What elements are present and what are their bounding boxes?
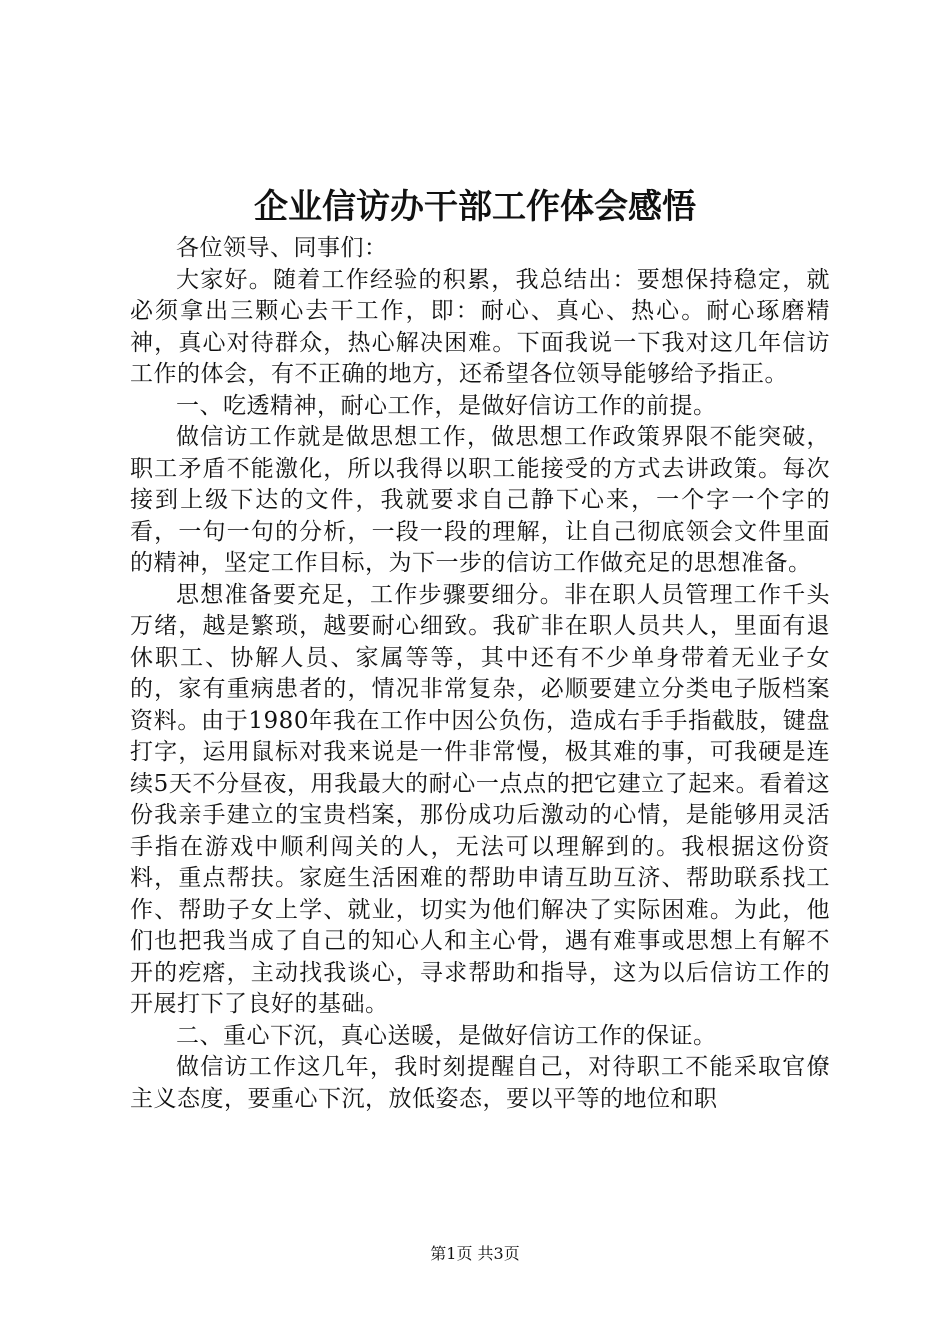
paragraph-intro: 大家好。随着工作经验的积累，我总结出：要想保持稳定，就必须拿出三颗心去干工作，即：耐心、真心、热心。耐心琢磨精神，真心对待群众，热心解决困难。下面我说一下我对这几年信访工作的体会，有不正确的地方，还希望各位领导能够给予指正。 — [130, 266, 830, 387]
section-heading-2: 二、重心下沉，真心送暖，是做好信访工作的保证。 — [176, 1022, 717, 1049]
paragraph-policy: 做信访工作就是做思想工作，做思想工作政策界限不能突破，职工矛盾不能激化，所以我得以职工能接受的方式去讲政策。每次接到上级下达的文件，我就要求自己静下心来，一个字一个字的看，一句一句的分析，一段一段的理解，让自己彻底领会文件里面的精神，坚定工作目标，为下一步的信访工作做充足的思想准备。 — [130, 424, 830, 576]
document-title: 企业信访办干部工作体会感悟 — [254, 187, 696, 227]
page-footer: 第1页 共3页 — [430, 1244, 520, 1263]
section-heading-1: 一、吃透精神，耐心工作，是做好信访工作的前提。 — [176, 392, 717, 419]
document-body — [130, 233, 830, 1115]
paragraph-attitude: 做信访工作这几年，我时刻提醒自己，对待职工不能采取官僚主义态度，要重心下沉，放低姿态，要以平等的地位和职 — [130, 1054, 830, 1112]
paragraph-salutation: 各位领导、同事们： — [176, 235, 388, 261]
paragraph-archives: 思想准备要充足，工作步骤要细分。非在职人员管理工作千头万绪，越是繁琐，越要耐心细致。我矿非在职人员共人，里面有退休职工、协解人员、家属等等，其中还有不少单身带着无业子女的，家有重病患者的，情况非常复杂，必顺要建立分类电子版档案资料。由于1980年我在工作中因公负伤，造成右手手指截肢，键盘打字，运用鼠标对我来说是一件非常慢，极其难的事，可我硬是连续5天不分昼夜，用我最大的耐心一点点的把它建立了起来。看着这份我亲手建立的宝贵档案，那份成功后激动的心情，是能够用灵活手指在游戏中顺利闯关的人，无法可以理解到的。我根据这份资料，重点帮扶。家庭生活困难的帮助申请互助互济、帮助联系找工作、帮助子女上学、就业，切实为他们解决了实际困难。为此，他们也把我当成了自己的知心人和主心骨，遇有难事或思想上有解不开的疙瘩，主动找我谈心，寻求帮助和指导，这为以后信访工作的开展打下了良好的基础。 — [130, 581, 830, 1017]
